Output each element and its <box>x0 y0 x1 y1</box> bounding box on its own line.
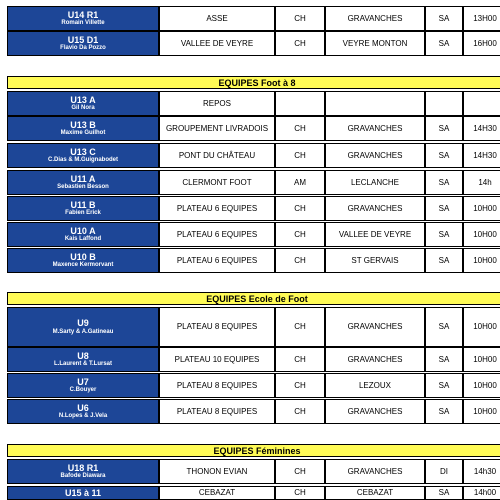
venue-cell: VALLEE DE VEYRE <box>325 222 425 247</box>
venue-cell: GRAVANCHES <box>325 307 425 347</box>
team-code: U15 à 11 <box>64 487 102 498</box>
team-cell <box>7 373 159 398</box>
time-cell: 16H00 <box>463 31 500 56</box>
team-code: U13 A <box>70 94 96 105</box>
team-cell <box>7 196 159 221</box>
day-cell: SA <box>425 6 463 31</box>
time-cell: 10H00 <box>463 222 500 247</box>
team-coach: C.Bouyer <box>69 387 97 394</box>
table-row <box>7 196 500 221</box>
home-away-cell: AM <box>275 170 325 195</box>
day-cell: SA <box>425 248 463 273</box>
opponent-cell: PLATEAU 8 EQUIPES <box>159 373 275 398</box>
team-code: U8 <box>77 350 89 361</box>
venue-cell: GRAVANCHES <box>325 116 425 141</box>
opponent-cell: REPOS <box>159 91 275 116</box>
team-coach: Maxence Kermorvant <box>52 262 114 269</box>
opponent-cell: THONON EVIAN <box>159 459 275 484</box>
team-cell <box>7 116 159 141</box>
home-away-cell: CH <box>275 347 325 372</box>
table-row <box>7 170 500 195</box>
time-cell: 14h00 <box>463 486 500 500</box>
team-cell <box>7 91 159 116</box>
home-away-cell: CH <box>275 143 325 168</box>
home-away-cell: CH <box>275 486 325 500</box>
day-cell: SA <box>425 143 463 168</box>
opponent-cell: CLERMONT FOOT <box>159 170 275 195</box>
time-cell: 10H00 <box>463 373 500 398</box>
table-row <box>7 31 500 56</box>
home-away-cell: CH <box>275 307 325 347</box>
section-header-foot-a-8: EQUIPES Foot à 8 <box>7 76 500 89</box>
home-away-cell: CH <box>275 222 325 247</box>
time-cell: 14H30 <box>463 143 500 168</box>
team-cell <box>7 222 159 247</box>
team-coach: Fabien Erick <box>65 210 101 217</box>
team-coach: L.Laurent & T.Lursat <box>53 361 112 368</box>
home-away-cell: CH <box>275 31 325 56</box>
venue-cell: ST GERVAIS <box>325 248 425 273</box>
team-coach: C.Dias & M.Guignabodet <box>47 157 118 164</box>
opponent-cell: GROUPEMENT LIVRADOIS <box>159 116 275 141</box>
day-cell: SA <box>425 116 463 141</box>
time-cell: 10H00 <box>463 196 500 221</box>
team-coach: Maxime Guilhot <box>60 130 106 137</box>
team-code: U10 A <box>70 225 96 236</box>
home-away-cell: CH <box>275 399 325 424</box>
opponent-cell: PLATEAU 6 EQUIPES <box>159 248 275 273</box>
team-code: U7 <box>77 376 89 387</box>
table-row <box>7 222 500 247</box>
opponent-cell: PLATEAU 8 EQUIPES <box>159 399 275 424</box>
team-coach: Bafode Diawara <box>60 473 106 480</box>
day-cell: SA <box>425 307 463 347</box>
venue-cell: CEBAZAT <box>325 486 425 500</box>
team-code: U6 <box>77 402 89 413</box>
table-row <box>7 373 500 398</box>
time-cell: 13H00 <box>463 6 500 31</box>
opponent-cell: PONT DU CHÂTEAU <box>159 143 275 168</box>
opponent-cell: CEBAZAT <box>159 486 275 500</box>
home-away-cell: CH <box>275 373 325 398</box>
team-coach: Sebastien Besson <box>57 184 109 191</box>
team-cell <box>7 347 159 372</box>
home-away-cell <box>275 91 325 116</box>
table-row <box>7 248 500 273</box>
home-away-cell: CH <box>275 248 325 273</box>
team-code: U11 A <box>70 173 96 184</box>
team-code: U11 B <box>70 199 96 210</box>
time-cell <box>463 91 500 116</box>
day-cell: SA <box>425 170 463 195</box>
team-coach: M.Sarty & A.Gatineau <box>52 328 114 335</box>
day-cell: SA <box>425 486 463 500</box>
time-cell: 10H00 <box>463 347 500 372</box>
team-cell <box>7 143 159 168</box>
day-cell: DI <box>425 459 463 484</box>
opponent-cell: PLATEAU 6 EQUIPES <box>159 196 275 221</box>
venue-cell: GRAVANCHES <box>325 196 425 221</box>
table-row <box>7 459 500 484</box>
venue-cell: LEZOUX <box>325 373 425 398</box>
team-cell <box>7 248 159 273</box>
time-cell: 10H00 <box>463 248 500 273</box>
time-cell: 14H30 <box>463 116 500 141</box>
home-away-cell: CH <box>275 116 325 141</box>
team-code: U18 R1 <box>67 462 99 473</box>
opponent-cell: ASSE <box>159 6 275 31</box>
venue-cell: GRAVANCHES <box>325 347 425 372</box>
time-cell: 10H00 <box>463 399 500 424</box>
table-row <box>7 486 500 500</box>
table-row <box>7 91 500 116</box>
team-code: U10 B <box>70 251 96 262</box>
team-code: U13 B <box>70 119 96 130</box>
venue-cell: GRAVANCHES <box>325 459 425 484</box>
team-code: U9 <box>77 318 89 329</box>
venue-cell: GRAVANCHES <box>325 143 425 168</box>
team-code: U13 C <box>70 146 96 157</box>
team-coach: Romain Villette <box>61 20 105 27</box>
table-row <box>7 307 500 347</box>
table-row <box>7 399 500 424</box>
day-cell: SA <box>425 31 463 56</box>
venue-cell: GRAVANCHES <box>325 399 425 424</box>
day-cell <box>425 91 463 116</box>
time-cell: 10H00 <box>463 307 500 347</box>
team-coach: N.Lopes & J.Vela <box>58 413 108 420</box>
home-away-cell: CH <box>275 459 325 484</box>
section-header-ecole-de-foot: EQUIPES Ecole de Foot <box>7 292 500 305</box>
opponent-cell: PLATEAU 6 EQUIPES <box>159 222 275 247</box>
opponent-cell: PLATEAU 8 EQUIPES <box>159 307 275 347</box>
day-cell: SA <box>425 222 463 247</box>
table-row <box>7 347 500 372</box>
team-cell <box>7 399 159 424</box>
time-cell: 14h30 <box>463 459 500 484</box>
team-coach: Gil Nora <box>71 105 95 112</box>
venue-cell: VEYRE MONTON <box>325 31 425 56</box>
table-row <box>7 143 500 168</box>
team-code: U15 D1 <box>67 34 99 45</box>
team-cell <box>7 459 159 484</box>
team-coach: Kais Laffond <box>64 236 102 243</box>
team-cell <box>7 170 159 195</box>
time-cell: 14h <box>463 170 500 195</box>
table-row <box>7 116 500 141</box>
table-row <box>7 6 500 31</box>
team-cell <box>7 31 159 56</box>
home-away-cell: CH <box>275 196 325 221</box>
day-cell: SA <box>425 399 463 424</box>
opponent-cell: VALLEE DE VEYRE <box>159 31 275 56</box>
day-cell: SA <box>425 347 463 372</box>
venue-cell: GRAVANCHES <box>325 6 425 31</box>
team-code: U14 R1 <box>67 9 99 20</box>
day-cell: SA <box>425 196 463 221</box>
opponent-cell: PLATEAU 10 EQUIPES <box>159 347 275 372</box>
team-cell <box>7 6 159 31</box>
team-cell <box>7 307 159 347</box>
section-header-feminines: EQUIPES Féminines <box>7 444 500 457</box>
team-cell <box>7 486 159 500</box>
venue-cell: LECLANCHE <box>325 170 425 195</box>
venue-cell <box>325 91 425 116</box>
day-cell: SA <box>425 373 463 398</box>
home-away-cell: CH <box>275 6 325 31</box>
team-coach: Flavio Da Pozzo <box>60 45 106 52</box>
